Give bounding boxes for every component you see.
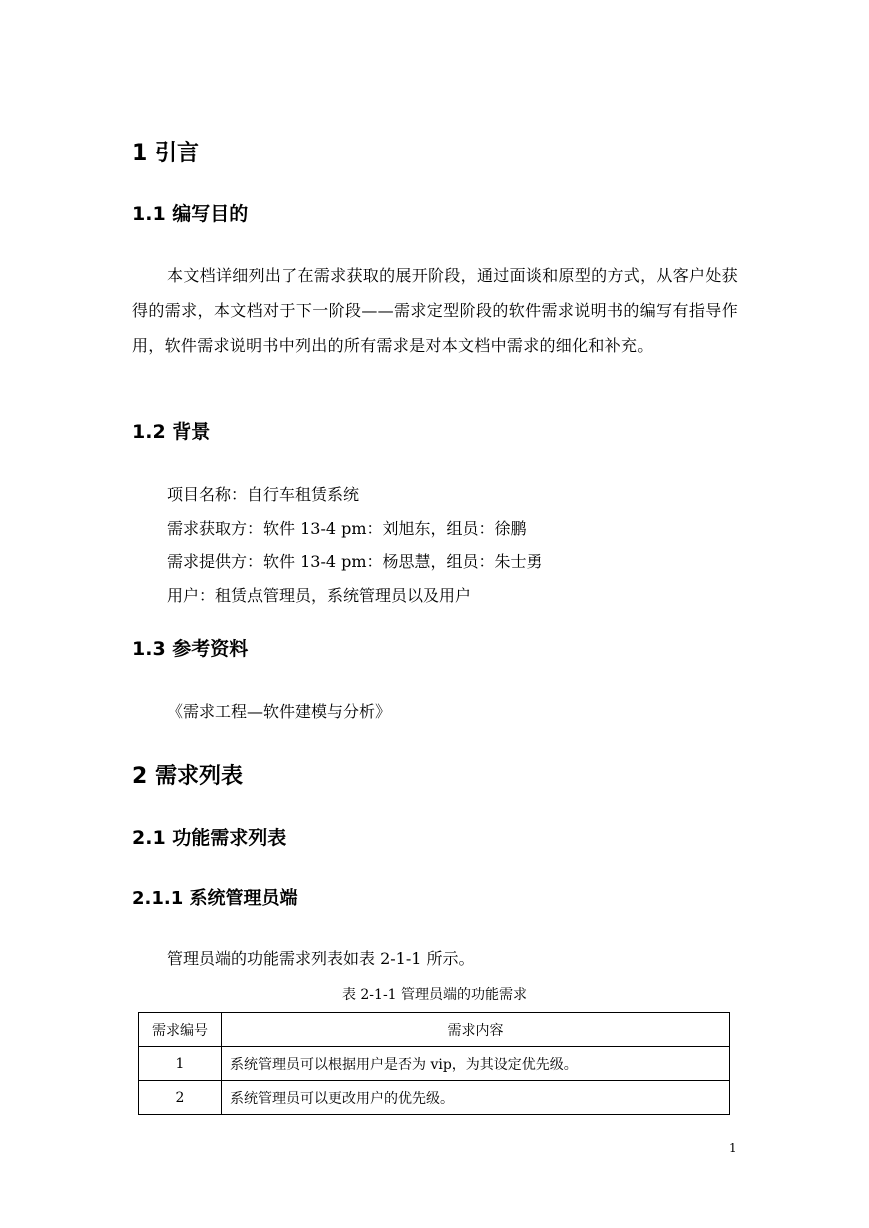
table-header-row xyxy=(139,1013,730,1047)
cell-requirement-content: 系统管理员可以更改用户的优先级。 xyxy=(222,1081,730,1115)
purpose-paragraph: 本文档详细列出了在需求获取的展开阶段，通过面谈和原型的方式，从客户处获得的需求，本文档对于下一阶段——需求定型阶段的软件需求说明书的编写有指导作用，软件需求说明书中列出的所有需求是对本文档中需求的细化和补充。 xyxy=(132,266,738,355)
heading-2-requirements-list: 2 需求列表 xyxy=(132,764,243,789)
background-line-requirement-acquirer: 需求获取方：软件 13-4 pm：刘旭东，组员：徐鹏 xyxy=(167,519,527,538)
header-requirement-content: 需求内容 xyxy=(222,1013,730,1047)
table-row xyxy=(139,1081,730,1115)
table-caption: 表 2-1-1 管理员端的功能需求 xyxy=(341,987,528,1003)
page-number: 1 xyxy=(729,1141,737,1155)
background-line-users: 用户：租赁点管理员，系统管理员以及用户 xyxy=(167,586,472,605)
table-row xyxy=(139,1047,730,1081)
heading-1-1-purpose: 1.1 编写目的 xyxy=(132,203,249,225)
header-requirement-id: 需求编号 xyxy=(139,1013,222,1047)
cell-requirement-id: 1 xyxy=(139,1047,222,1081)
background-line-requirement-provider: 需求提供方：软件 13-4 pm：杨思慧，组员：朱士勇 xyxy=(167,552,543,571)
cell-requirement-content: 系统管理员可以根据用户是否为 vip，为其设定优先级。 xyxy=(222,1047,730,1081)
heading-1-2-background: 1.2 背景 xyxy=(132,421,211,443)
heading-2-1-functional-requirements: 2.1 功能需求列表 xyxy=(132,827,287,849)
heading-2-1-1-system-admin: 2.1.1 系统管理员端 xyxy=(132,888,298,909)
requirements-table xyxy=(138,1012,730,1115)
background-line-project-name: 项目名称：自行车租赁系统 xyxy=(167,485,360,504)
reference-item: 《需求工程—软件建模与分析》 xyxy=(167,702,392,721)
cell-requirement-id: 2 xyxy=(139,1081,222,1115)
heading-1-introduction: 1 引言 xyxy=(132,141,199,166)
heading-1-3-references: 1.3 参考资料 xyxy=(132,638,249,660)
table-intro-sentence: 管理员端的功能需求列表如表 2-1-1 所示。 xyxy=(167,949,475,968)
